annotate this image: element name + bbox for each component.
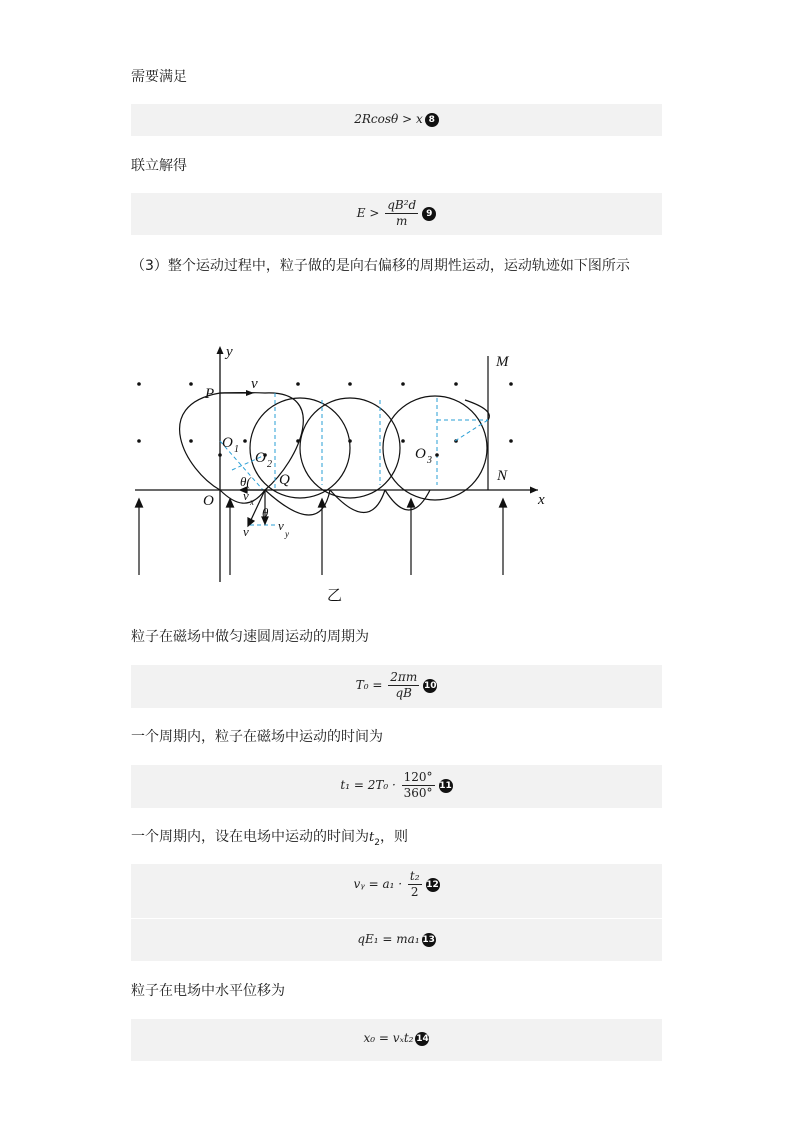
equation-9-numerator: qB²d [387,198,417,212]
trajectory [180,393,490,515]
equation-14-text: x₀ = vₓt₂ [363,1031,414,1045]
equation-11 [131,770,662,801]
label-v-bottom: v [243,524,249,539]
field-arrow-head [408,499,415,507]
trajectory-lower-arc [330,490,385,513]
equation-10 [131,670,662,701]
equation-number-11: 11 [439,780,452,791]
label-o3-sub: 3 [427,455,432,466]
field-dot [137,439,141,443]
field-dot [509,382,513,386]
text-electric-time-var: t [369,830,375,845]
figure-labels [203,344,545,539]
field-dot [243,439,247,443]
equation-12-numerator: t₂ [409,869,420,883]
label-o3: O [415,446,426,462]
center-marker-o3 [435,453,439,457]
equation-box-14 [131,1019,662,1061]
equation-10-fraction [388,670,419,701]
field-dots [137,382,513,457]
label-vy: v [278,518,284,533]
text-electric-time-sub: 2 [374,837,380,848]
trajectory-circle [383,396,487,500]
equation-number-8: 8 [425,113,439,127]
y-axis-arrow [217,346,224,354]
equation-9-fraction [385,198,418,229]
equation-box-12-13 [131,864,662,961]
equation-8-text: 2Rcosθ > x [354,112,423,126]
field-dot [401,439,405,443]
field-arrow-head [500,499,507,507]
label-o2: O [255,450,266,466]
equation-divider [131,918,662,919]
field-dot [189,382,193,386]
field-dot [189,439,193,443]
equation-number-9: 9 [422,207,436,221]
text-horizontal-displacement: 粒子在电场中水平位移为 [131,983,285,999]
equation-10-lhs: T₀ = [355,678,383,692]
label-o1-sub: 1 [234,444,239,455]
equation-11-numerator: 120° [403,770,433,784]
dashed-line [455,420,488,441]
field-dot [296,382,300,386]
label-q: Q [279,472,290,488]
equation-11-lhs: t₁ = 2T₀ · [340,778,396,792]
label-theta-2: θ [262,505,269,520]
x-axis-arrow [530,487,538,494]
equation-12-fraction [408,869,422,900]
equation-11-denominator: 360° [403,786,433,800]
field-dot [401,382,405,386]
label-v-top: v [251,376,258,392]
trajectory-figure [120,335,560,610]
equation-10-numerator: 2πm [390,670,418,684]
text-time-in-field: 一个周期内，粒子在磁场中运动的时间为 [131,729,383,745]
equation-12-denominator: 2 [410,885,419,899]
text-period-intro: 粒子在磁场中做匀速圆周运动的周期为 [131,629,369,645]
text-need-satisfy: 需要满足 [131,69,187,85]
label-n: N [497,468,508,484]
equation-12-lhs: vᵧ = a₁ · [353,877,403,891]
label-o: O [203,493,214,509]
text-electric-time [131,827,408,853]
equation-box-8 [131,104,662,136]
equation-13 [131,932,662,947]
text-electric-time-pre: 一个周期内，设在电场中运动的时间为 [131,829,369,845]
equation-box-9 [131,193,662,235]
equation-13-text: qE₁ = ma₁ [357,932,420,946]
label-o2-sub: 2 [267,459,272,470]
label-vy-sub: y [285,529,289,539]
field-dot [454,382,458,386]
label-vx: v [243,488,249,503]
equation-8 [131,112,662,127]
field-arrow-head [319,499,326,507]
text-part3-intro: （3）整个运动过程中，粒子做的是向右偏移的周期性运动，运动轨迹如下图所示 [131,258,630,274]
equation-11-fraction [402,770,435,801]
equation-box-11 [131,765,662,808]
label-vx-sub: x [250,497,254,507]
field-dot [509,439,513,443]
equation-9-denominator: m [396,214,408,228]
field-arrow-head [136,499,143,507]
equation-number-14: 14 [416,1033,429,1044]
equation-9-lhs: E > [356,206,380,220]
equation-box-10 [131,665,662,708]
label-m: M [496,354,509,370]
equation-number-12: 12 [426,879,439,890]
label-p: P [205,386,215,402]
equation-9 [131,198,662,229]
text-solve: 联立解得 [131,158,187,174]
label-theta-1: θ( [240,474,251,489]
label-x: x [538,492,545,508]
equation-10-denominator: qB [395,686,412,700]
equation-12 [131,869,662,900]
field-dot [348,382,352,386]
label-y: y [226,344,233,360]
equation-14 [131,1031,662,1046]
equation-number-10: 10 [423,680,437,691]
field-dot [137,382,141,386]
equation-number-13: 13 [422,934,435,945]
text-electric-time-post: ，则 [379,829,408,845]
label-o1: O [222,435,233,451]
figure-caption: 乙 [327,586,343,604]
